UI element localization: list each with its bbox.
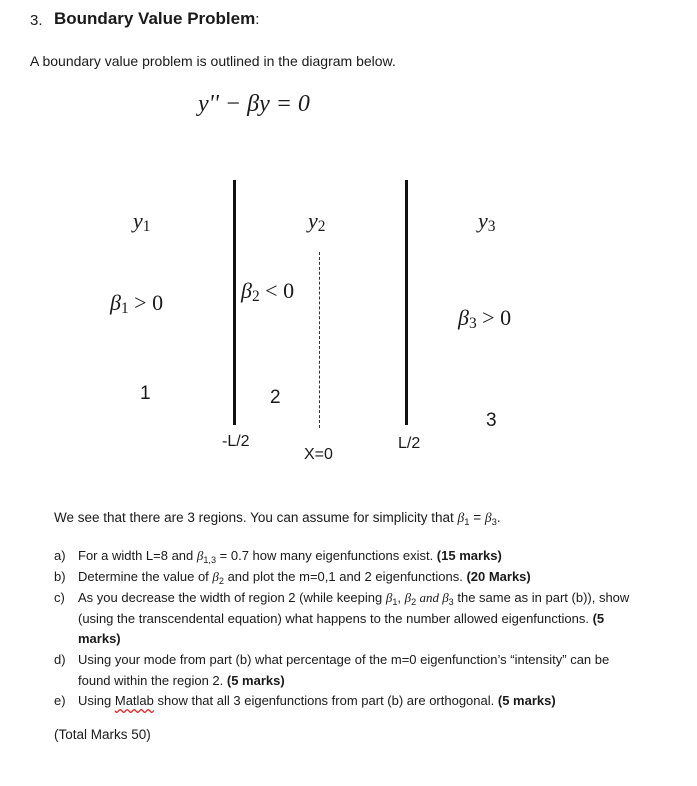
question-a-label: a) <box>54 548 66 563</box>
left-boundary-label: -L/2 <box>222 433 250 450</box>
question-d-text: Using your mode from part (b) what percentage of the m=0 eigenfunction’s “intensity” can be found within the region 2. (5 marks) <box>78 652 610 688</box>
region-1-number: 1 <box>140 383 151 404</box>
question-b-text: Determine the value of $\beta_2$ and plot the m=0,1 and 2 eigenfunctions. (20 Marks) <box>78 569 531 586</box>
region-1-variable: $y_1$ <box>133 208 151 235</box>
region-2-number: 2 <box>270 387 281 408</box>
question-e-label: e) <box>54 693 66 708</box>
question-b-label: b) <box>54 569 66 584</box>
right-boundary-label: L/2 <box>398 435 421 452</box>
region-2-condition: $\beta_2 < 0$ <box>241 278 295 305</box>
question-a-text: For a width L=8 and $\beta_{1,3} = 0.7$ how many eigenfunctions exist. (15 marks) <box>78 548 502 565</box>
intro-text: A boundary value problem is outlined in the diagram below. <box>30 53 396 69</box>
question-d-label: d) <box>54 652 66 667</box>
region-3-number: 3 <box>486 410 497 431</box>
region-1-condition: $\beta_1 > 0$ <box>110 290 164 317</box>
left-boundary-wall <box>233 180 236 425</box>
center-label: X=0 <box>304 446 333 463</box>
right-boundary-wall <box>405 180 408 425</box>
main-equation: y'' − βy = 0 <box>198 91 310 117</box>
region-3-variable: $y_3$ <box>478 208 496 235</box>
regions-statement: We see that there are 3 regions. You can assume for simplicity that $\beta_1 = \beta_3$. <box>54 510 501 528</box>
spellcheck-flagged-word: Matlab <box>114 693 154 708</box>
center-dashed-line <box>319 252 320 428</box>
question-e-text: Using Matlab show that all 3 eigenfunctions from part (b) are orthogonal. (5 marks) <box>78 693 556 708</box>
question-c-text: As you decrease the width of region 2 (while keeping $\beta_1$, $\beta_2$ and $\beta_3$ the same as in part (b)), show (using the transcendental equation) what happens to the number allowed eigenfunctions. (5 marks) <box>78 590 630 646</box>
region-2-variable: $y_2$ <box>308 208 326 235</box>
region-3-condition: $\beta_3 > 0$ <box>458 305 512 332</box>
section-number: 3. <box>30 12 43 29</box>
page-title: Boundary Value Problem: <box>54 9 260 28</box>
question-c-label: c) <box>54 590 65 605</box>
total-marks: (Total Marks 50) <box>54 727 151 742</box>
